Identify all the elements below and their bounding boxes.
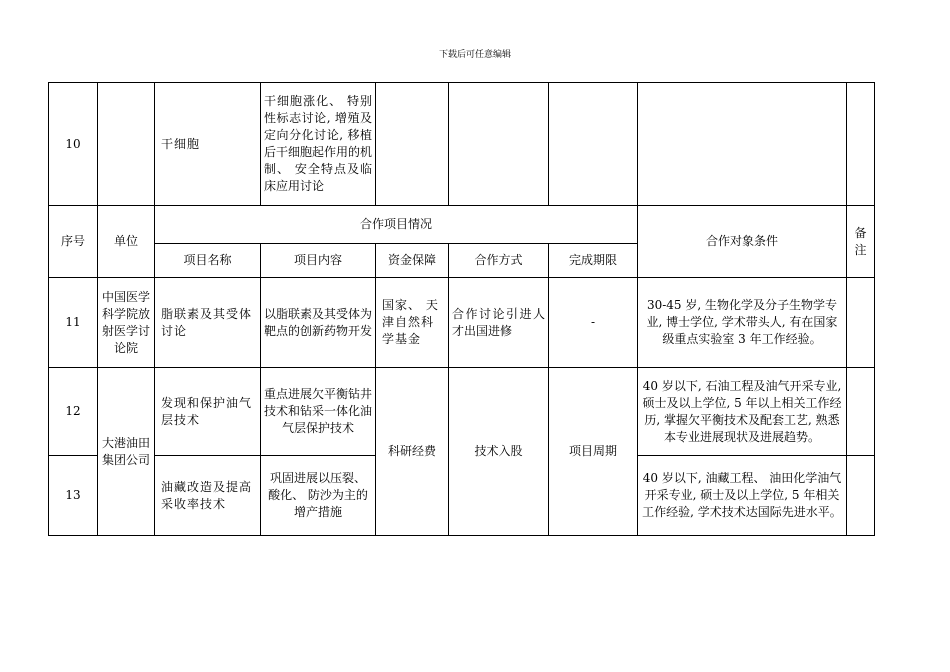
cell-funding: 国家、 天津自然科学基金 bbox=[376, 278, 449, 368]
cell-unit: 大港油田集团公司 bbox=[98, 368, 155, 536]
header-remarks: 备注 bbox=[847, 206, 875, 278]
cell-remarks bbox=[847, 368, 875, 456]
cell-project-content: 巩固进展以压裂、 酸化、 防沙为主的增产措施 bbox=[261, 456, 376, 536]
cell-project-content: 重点进展欠平衡钻井技术和钻采一体化油气层保护技术 bbox=[261, 368, 376, 456]
cell-partner-req: 40 岁以下, 石油工程及油气开采专业, 硕士及以上学位, 5 年以上相关工作经历, 掌握欠平衡技术及配套工艺, 熟悉本专业进展现状及进展趋势。 bbox=[638, 368, 847, 456]
cell-coop-mode: 技术入股 bbox=[449, 368, 549, 536]
cell-unit bbox=[98, 83, 155, 206]
header-project-name: 项目名称 bbox=[155, 244, 261, 278]
cell-deadline: - bbox=[549, 278, 638, 368]
cell-seq: 13 bbox=[49, 456, 98, 536]
cell-seq: 11 bbox=[49, 278, 98, 368]
header-project-group: 合作项目情况 bbox=[155, 206, 638, 244]
cell-seq: 10 bbox=[49, 83, 98, 206]
table-row bbox=[49, 278, 875, 368]
cell-partner-req: 30-45 岁, 生物化学及分子生物学专业, 博士学位, 学术带头人, 有在国家级重点实验室 3 年工作经验。 bbox=[638, 278, 847, 368]
table-header-row bbox=[49, 206, 875, 244]
cell-funding bbox=[376, 83, 449, 206]
cell-coop-mode bbox=[449, 83, 549, 206]
cell-unit: 中国医学科学院放射医学讨论院 bbox=[98, 278, 155, 368]
header-coop-mode: 合作方式 bbox=[449, 244, 549, 278]
cell-remarks bbox=[847, 278, 875, 368]
header-partner-req: 合作对象条件 bbox=[638, 206, 847, 278]
table-row bbox=[49, 83, 875, 206]
header-project-content: 项目内容 bbox=[261, 244, 376, 278]
cell-project-name: 油藏改造及提高采收率技术 bbox=[155, 456, 261, 536]
header-seq: 序号 bbox=[49, 206, 98, 278]
cell-project-name: 发现和保护油气层技术 bbox=[155, 368, 261, 456]
cell-project-name: 干细胞 bbox=[155, 83, 261, 206]
cell-partner-req bbox=[638, 83, 847, 206]
cell-project-content: 以脂联素及其受体为靶点的创新药物开发 bbox=[261, 278, 376, 368]
cell-coop-mode: 合作讨论引进人才出国进修 bbox=[449, 278, 549, 368]
cell-partner-req: 40 岁以下, 油藏工程、 油田化学油气开采专业, 硕士及以上学位, 5 年相关工作经验, 学术技术达国际先进水平。 bbox=[638, 456, 847, 536]
cell-project-name: 脂联素及其受体讨论 bbox=[155, 278, 261, 368]
table-row bbox=[49, 368, 875, 456]
cooperation-projects-table bbox=[48, 82, 875, 536]
cell-funding: 科研经费 bbox=[376, 368, 449, 536]
cell-seq: 12 bbox=[49, 368, 98, 456]
page-header-note: 下载后可任意编辑 bbox=[438, 50, 511, 60]
cell-deadline bbox=[549, 83, 638, 206]
cell-remarks bbox=[847, 83, 875, 206]
cell-deadline: 项目周期 bbox=[549, 368, 638, 536]
header-deadline: 完成期限 bbox=[549, 244, 638, 278]
header-unit: 单位 bbox=[98, 206, 155, 278]
header-funding: 资金保障 bbox=[376, 244, 449, 278]
cell-project-content: 干细胞涨化、 特别性标志讨论, 增殖及定向分化讨论, 移植后干细胞起作用的机制、 安全特点及临床应用讨论 bbox=[261, 83, 376, 206]
cell-remarks bbox=[847, 456, 875, 536]
